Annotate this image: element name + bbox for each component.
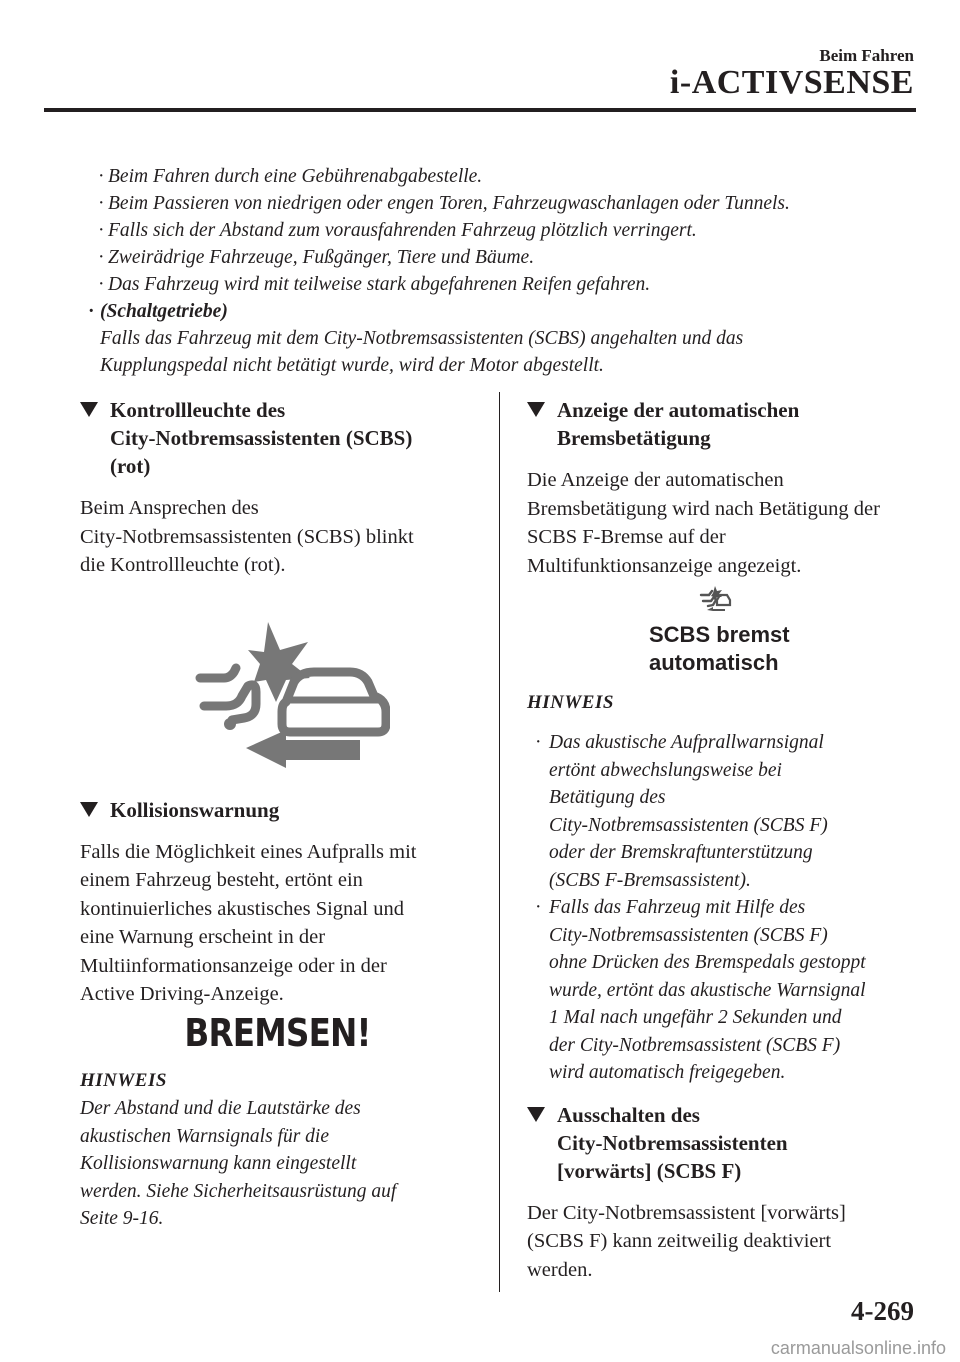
scbs-warning-icon — [190, 620, 390, 768]
heading-warning-light — [80, 396, 475, 480]
text-line: kontinuierliches akustisches Signal und — [80, 897, 404, 920]
paragraph-disable-scbs — [527, 1199, 922, 1285]
heading-line: City-Notbremsassistenten (SCBS) — [110, 426, 413, 450]
column-divider — [499, 392, 500, 1292]
right-column — [527, 396, 922, 1298]
heading-line: Anzeige der automatischen — [557, 398, 800, 422]
text-line: Die Anzeige der automatischen — [527, 469, 784, 491]
text-line: einem Fahrzeug besteht, ertönt ein — [80, 869, 363, 891]
text-line: SCBS F-Bremse auf der — [527, 526, 726, 548]
heading-collision-warning — [80, 796, 475, 824]
text-line: Der Abstand und die Lautstärke des — [80, 1098, 361, 1119]
note-text — [527, 729, 922, 1087]
heading-disable-scbs — [527, 1101, 922, 1185]
text-line: oder der Bremskraftunterstützung — [549, 842, 813, 863]
scbs-display — [527, 586, 922, 677]
triangle-marker-icon — [80, 802, 98, 817]
list-item: · Das Fahrzeug wird mit teilweise stark abgefahrenen Reifen gefahren. — [84, 271, 924, 298]
note-bullet — [527, 729, 922, 894]
text-line: Bremsbetätigung wird nach Betätigung der — [527, 497, 880, 520]
text-line: Falls die Möglichkeit eines Aufpralls mit — [80, 840, 417, 863]
text-line: ertönt abwechslungsweise bei — [549, 759, 782, 781]
triangle-marker-icon — [80, 402, 98, 417]
note-title: HINWEIS — [527, 691, 614, 713]
text-line: eine Warnung erscheint in der — [80, 926, 326, 948]
heading-line: (rot) — [110, 454, 151, 478]
heading-auto-brake-display — [527, 396, 922, 452]
text-line: Der City-Notbremsassistent [vorwärts] — [527, 1201, 846, 1224]
manual-transmission-text-1: Falls das Fahrzeug mit dem City-Notbremsassistenten (SCBS) angehalten und das — [100, 328, 744, 349]
list-item: · Falls sich der Abstand zum vorausfahrenden Fahrzeug plötzlich verringert. — [84, 217, 924, 244]
paragraph-collision-warning — [80, 838, 475, 1009]
header-section: Beim Fahren — [819, 46, 914, 65]
heading-line: Ausschalten des — [557, 1102, 700, 1127]
manual-transmission-label: · (Schaltgetriebe) — [84, 298, 924, 325]
text-line: akustischen Warnsignals für die — [80, 1125, 329, 1147]
text-line: Seite 9-16. — [80, 1208, 164, 1229]
note-text — [80, 1095, 475, 1233]
heading-line: [vorwärts] (SCBS F) — [557, 1158, 742, 1183]
watermark[interactable]: carmanualsonline.info — [770, 1338, 946, 1358]
scbs-small-icon — [699, 586, 733, 612]
text-line: Multifunktionsanzeige angezeigt. — [527, 554, 802, 577]
scbs-display-line: SCBS bremst — [649, 621, 790, 647]
text-line: Multiinformationsanzeige oder in der — [80, 954, 387, 977]
list-item: · Zweirädrige Fahrzeuge, Fußgänger, Tiere und Bäume. — [84, 244, 924, 271]
text-line: der City-Notbremsassistent (SCBS F) — [549, 1034, 841, 1056]
text-line: (SCBS F) kann zeitweilig deaktiviert — [527, 1230, 832, 1252]
manual-transmission-text-2: Kupplungspedal nicht betätigt wurde, wird der Motor abgestellt. — [100, 355, 604, 376]
text-line: wurde, ertönt das akustische Warnsignal — [549, 979, 866, 1001]
bremsen-warning-display: BREMSEN! — [184, 1010, 371, 1055]
left-column — [80, 396, 475, 1233]
note-bullet — [527, 894, 922, 1087]
triangle-marker-icon — [527, 1107, 545, 1122]
list-item: · Beim Fahren durch eine Gebührenabgabestelle. — [84, 163, 924, 190]
text-line: City-Notbremsassistenten (SCBS) blinkt — [80, 525, 414, 548]
text-line: Kollisionswarnung kann eingestellt — [80, 1153, 357, 1174]
paragraph-warning-light — [80, 494, 475, 580]
text-line: Active Driving-Anzeige. — [80, 983, 284, 1005]
text-line: werden. Siehe Sicherheitsausrüstung auf — [80, 1180, 397, 1202]
note-title: HINWEIS — [80, 1069, 167, 1091]
triangle-marker-icon — [527, 402, 545, 417]
text-line: City-Notbremsassistenten (SCBS F) — [549, 924, 828, 946]
text-line: ohne Drücken des Bremspedals gestoppt — [549, 952, 866, 973]
heading-line: City-Notbremsassistenten — [557, 1130, 788, 1155]
paragraph-auto-brake-display — [527, 466, 922, 580]
heading-line: Kontrollleuchte des — [110, 398, 286, 422]
text-line: (SCBS F-Bremsassistent). — [549, 869, 751, 891]
text-line: Beim Ansprechen des — [80, 497, 259, 519]
header-rule — [44, 108, 916, 112]
text-line: die Kontrollleuchte (rot). — [80, 554, 286, 576]
text-line: wird automatisch freigegeben. — [549, 1062, 786, 1083]
top-bullets — [84, 163, 924, 379]
list-item: · Beim Passieren von niedrigen oder engen Toren, Fahrzeugwaschanlagen oder Tunnels. — [84, 190, 924, 217]
header-title: i-ACTIVSENSE — [669, 64, 914, 101]
text-line: · Das akustische Aufprallwarnsignal — [549, 732, 824, 753]
heading-line: Kollisionswarnung — [110, 797, 280, 822]
scbs-display-line: automatisch — [649, 649, 779, 675]
text-line: werden. — [527, 1258, 593, 1281]
page-number: 4-269 — [851, 1296, 914, 1326]
text-line: · Falls das Fahrzeug mit Hilfe des — [549, 897, 806, 918]
heading-line: Bremsbetätigung — [557, 426, 711, 450]
text-line: 1 Mal nach ungefähr 2 Sekunden und — [549, 1007, 842, 1028]
text-line: Betätigung des — [549, 787, 666, 808]
text-line: City-Notbremsassistenten (SCBS F) — [549, 814, 828, 836]
